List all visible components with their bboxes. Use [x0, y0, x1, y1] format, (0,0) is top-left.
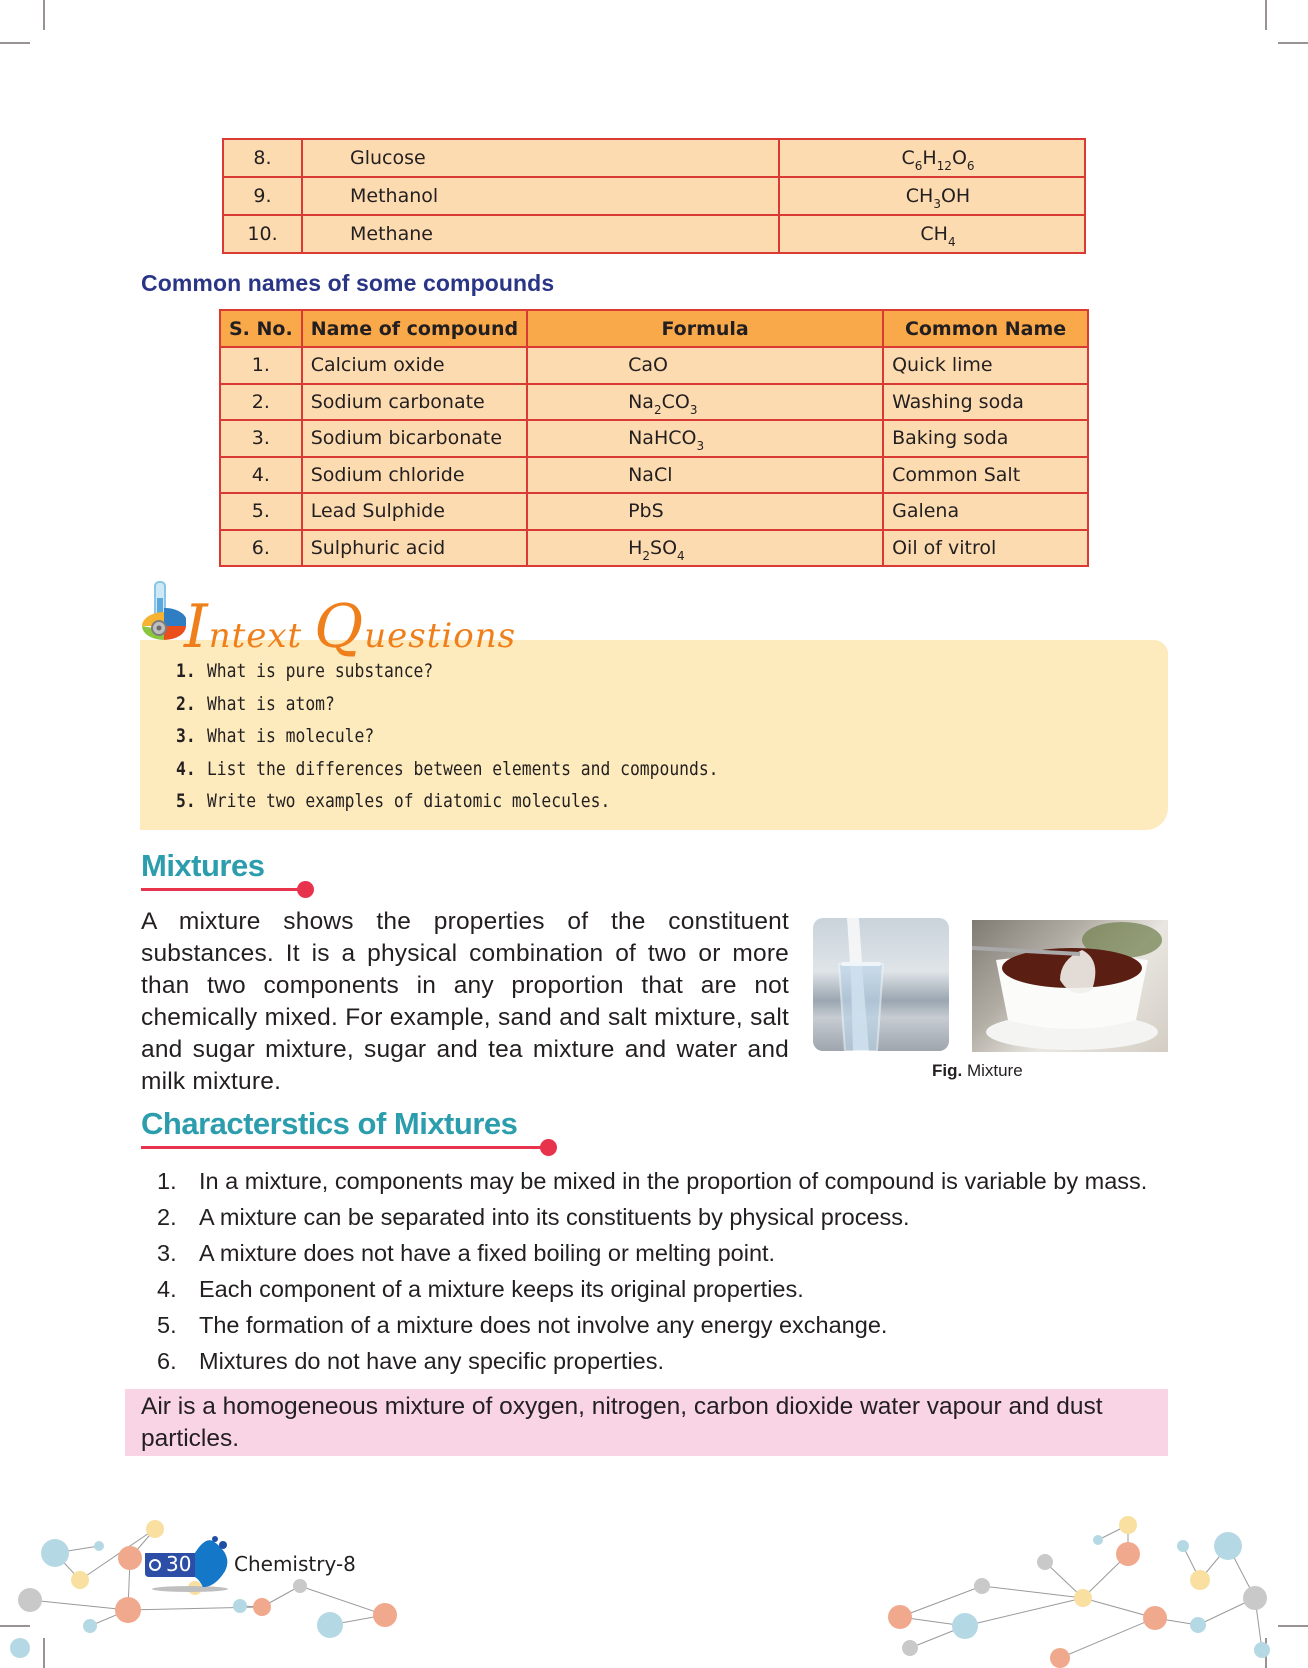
- list-item: [176, 720, 719, 753]
- molecule-atom: [902, 1640, 918, 1656]
- formula-text: C: [901, 147, 915, 169]
- serial-number-cell: 5.: [220, 493, 302, 530]
- air-note-box: [125, 1389, 1168, 1456]
- serial-number-cell: 9.: [223, 177, 302, 215]
- formula-text: H: [922, 147, 937, 169]
- formula-cell: [527, 384, 883, 421]
- common-name-cell: Baking soda: [883, 420, 1088, 457]
- formula-text: NaHCO: [628, 427, 697, 450]
- list-item: [157, 1307, 1147, 1343]
- item-number: 4.: [157, 1276, 177, 1302]
- formula-text: CaO: [628, 354, 668, 377]
- list-item: [157, 1235, 1147, 1271]
- compound-name-cell: Glucose: [302, 139, 779, 177]
- characteristics-list: [157, 1163, 1147, 1379]
- formula-cell: [527, 347, 883, 384]
- mixtures-paragraph: A mixture shows the properties of the constituent substances. It is a physical combination of two or more than two components in any proportion that are not chemically mixed. For example, sand and salt mixture, salt and sugar mixture, sugar and tea mixture and water and milk mixture.: [141, 908, 789, 1095]
- compound-name-cell: Methanol: [302, 177, 779, 215]
- figure-sugar-in-water-image: [813, 918, 949, 1051]
- formula-cell: [527, 530, 883, 567]
- molecule-atom: [41, 1539, 69, 1567]
- intext-questions-title: Intext Questions: [184, 592, 517, 662]
- question-number: 3.: [176, 725, 196, 747]
- molecule-atom: [1190, 1570, 1210, 1590]
- molecule-bond: [982, 1586, 1083, 1598]
- item-number: 5.: [157, 1312, 177, 1338]
- item-number: 2.: [157, 1204, 177, 1230]
- question-text: List the differences between elements and compounds.: [206, 757, 719, 780]
- common-names-table: [219, 309, 1089, 567]
- crop-mark: [43, 0, 45, 30]
- molecule-atom: [115, 1597, 141, 1623]
- figure-caption: Fig. Mixture: [932, 1061, 1023, 1080]
- molecule-atom: [293, 1579, 307, 1593]
- figure-sugar-in-tea-image: [972, 920, 1168, 1052]
- list-item: [157, 1343, 1147, 1379]
- molecule-atom: [1177, 1540, 1189, 1552]
- item-number: 1.: [157, 1168, 177, 1194]
- molecule-atom: [253, 1598, 271, 1616]
- common-name-cell: Oil of vitrol: [883, 530, 1088, 567]
- molecule-atom: [1214, 1532, 1242, 1560]
- question-number: 2.: [176, 692, 196, 715]
- formula-text: PbS: [628, 500, 664, 523]
- molecule-atom: [952, 1613, 978, 1639]
- molecule-atom: [18, 1588, 42, 1612]
- list-item: [157, 1163, 1147, 1199]
- table-row: [220, 530, 1088, 567]
- molecule-atom: [1243, 1586, 1267, 1610]
- molecule-bond: [965, 1598, 1083, 1626]
- formula-text: CO: [661, 390, 690, 413]
- question-text: What is atom?: [206, 692, 335, 715]
- table-header-row: [220, 310, 1088, 347]
- molecule-atom: [118, 1546, 142, 1570]
- molecule-atom: [1093, 1535, 1103, 1545]
- test-tube-pie-icon: [141, 580, 187, 644]
- section-heading-characteristics: Characterstics of Mixtures: [141, 1106, 518, 1141]
- molecule-bond: [1060, 1618, 1155, 1658]
- serial-number-cell: 10.: [223, 215, 302, 253]
- compound-name-cell: Methane: [302, 215, 779, 253]
- formula-text: H: [628, 536, 643, 559]
- molecule-atom: [10, 1638, 30, 1658]
- heading-underline-dot: [297, 881, 314, 898]
- molecule-atom: [1116, 1542, 1140, 1566]
- column-header: Name of compound: [302, 310, 527, 347]
- list-item: [176, 655, 719, 688]
- page-number: 30: [166, 1552, 192, 1576]
- common-name-cell: Common Salt: [883, 457, 1088, 494]
- molecule-atom: [83, 1619, 97, 1633]
- list-item: [157, 1199, 1147, 1235]
- heading-underline: [141, 1146, 549, 1149]
- formula-text: O: [951, 147, 967, 169]
- molecule-bond: [900, 1586, 982, 1617]
- question-text: Write two examples of diatomic molecules.: [206, 790, 611, 812]
- molecule-atom: [71, 1571, 89, 1589]
- compound-name-cell: Calcium oxide: [302, 347, 527, 384]
- item-text: A mixture does not have a fixed boiling or melting point.: [199, 1240, 776, 1266]
- column-header: Common Name: [883, 310, 1088, 347]
- table-row: [220, 347, 1088, 384]
- formula-subscript: 3: [689, 402, 698, 417]
- formula-subscript: 3: [933, 197, 941, 211]
- formula-text: SO: [650, 536, 678, 559]
- formula-text: OH: [940, 185, 971, 207]
- table-row: [220, 384, 1088, 421]
- table-row: [220, 420, 1088, 457]
- question-text: What is molecule?: [206, 725, 375, 747]
- table-row: [223, 215, 1085, 253]
- molecule-atom: [888, 1605, 912, 1629]
- item-text: The formation of a mixture does not involve any energy exchange.: [199, 1312, 888, 1338]
- common-name-cell: Quick lime: [883, 347, 1088, 384]
- compound-name-cell: Sulphuric acid: [302, 530, 527, 567]
- molecule-atom: [1119, 1516, 1137, 1534]
- molecule-atom: [1143, 1606, 1167, 1630]
- molecule-bond: [80, 1529, 155, 1580]
- formula-subscript: 6: [966, 159, 975, 173]
- formula-subscript: 2: [642, 548, 651, 563]
- molecule-atom: [1254, 1642, 1270, 1658]
- formula-subscript: 12: [936, 159, 952, 173]
- question-number: 5.: [176, 790, 196, 812]
- crop-mark: [1278, 42, 1308, 44]
- molecule-atom: [1074, 1589, 1092, 1607]
- item-number: 6.: [157, 1348, 177, 1374]
- molecule-atom: [1190, 1617, 1206, 1633]
- book-title: Chemistry-8: [234, 1552, 356, 1576]
- molecule-atom: [1050, 1648, 1070, 1668]
- molecule-atom: [1037, 1554, 1053, 1570]
- formula-cell: [779, 215, 1085, 253]
- serial-number-cell: 4.: [220, 457, 302, 494]
- formula-subscript: 6: [914, 159, 923, 173]
- list-item: [176, 753, 719, 786]
- formula-cell: [527, 420, 883, 457]
- formula-cell: [527, 493, 883, 530]
- formula-text: CH: [920, 223, 948, 245]
- formula-text: Na: [628, 390, 654, 413]
- formula-text: CH: [905, 185, 934, 207]
- serial-number-cell: 1.: [220, 347, 302, 384]
- molecule-atom: [233, 1599, 247, 1613]
- compound-name-cell: Sodium bicarbonate: [302, 420, 527, 457]
- molecule-atom: [317, 1612, 343, 1638]
- formula-subscript: 4: [947, 235, 956, 249]
- formula-subscript: 2: [653, 402, 662, 417]
- formula-subscript: 3: [696, 439, 705, 454]
- question-number: 1.: [176, 660, 196, 682]
- formula-cell: [779, 139, 1085, 177]
- formula-cell: [527, 457, 883, 494]
- list-item: [176, 785, 719, 818]
- compound-name-cell: Sodium chloride: [302, 457, 527, 494]
- item-text: In a mixture, components may be mixed in the proportion of compound is variable by mass.: [199, 1168, 1148, 1194]
- serial-number-cell: 2.: [220, 384, 302, 421]
- molecule-atom: [974, 1578, 990, 1594]
- table-row: [223, 139, 1085, 177]
- serial-number-cell: 3.: [220, 420, 302, 457]
- table-row: [220, 457, 1088, 494]
- question-text: What is pure substance?: [206, 660, 434, 682]
- table-row: [220, 493, 1088, 530]
- common-name-cell: Galena: [883, 493, 1088, 530]
- list-item: [176, 688, 719, 721]
- item-text: Each component of a mixture keeps its original properties.: [199, 1276, 804, 1302]
- formula-cell: [779, 177, 1085, 215]
- item-text: A mixture can be separated into its constituents by physical process.: [199, 1204, 910, 1230]
- molecule-atom: [373, 1603, 397, 1627]
- item-text: Mixtures do not have any specific properties.: [199, 1348, 665, 1374]
- formula-subscript: 4: [677, 548, 685, 563]
- serial-number-cell: 6.: [220, 530, 302, 567]
- section-subheading: Common names of some compounds: [141, 270, 555, 296]
- air-note-text: Air is a homogeneous mixture of oxygen, nitrogen, carbon dioxide water vapour and dust particles.: [141, 1393, 1103, 1452]
- intext-questions-list: [176, 655, 807, 818]
- column-header: Formula: [527, 310, 883, 347]
- heading-underline: [141, 888, 301, 891]
- section-heading-mixtures: Mixtures: [141, 848, 265, 883]
- molecule-bond: [30, 1600, 128, 1610]
- crop-mark: [1265, 0, 1267, 30]
- list-item: [157, 1271, 1147, 1307]
- common-name-cell: Washing soda: [883, 384, 1088, 421]
- heading-underline-dot: [540, 1139, 557, 1156]
- compound-name-cell: Lead Sulphide: [302, 493, 527, 530]
- molecule-atom: [94, 1541, 104, 1551]
- table-row: [223, 177, 1085, 215]
- question-number: 4.: [176, 757, 196, 780]
- crop-mark: [0, 42, 30, 44]
- column-header: S. No.: [220, 310, 302, 347]
- compound-name-cell: Sodium carbonate: [302, 384, 527, 421]
- serial-number-cell: 8.: [223, 139, 302, 177]
- molecule-bond: [300, 1586, 385, 1615]
- item-number: 3.: [157, 1240, 177, 1266]
- formula-text: NaCl: [628, 463, 673, 486]
- compounds-table-continued: [222, 138, 1086, 254]
